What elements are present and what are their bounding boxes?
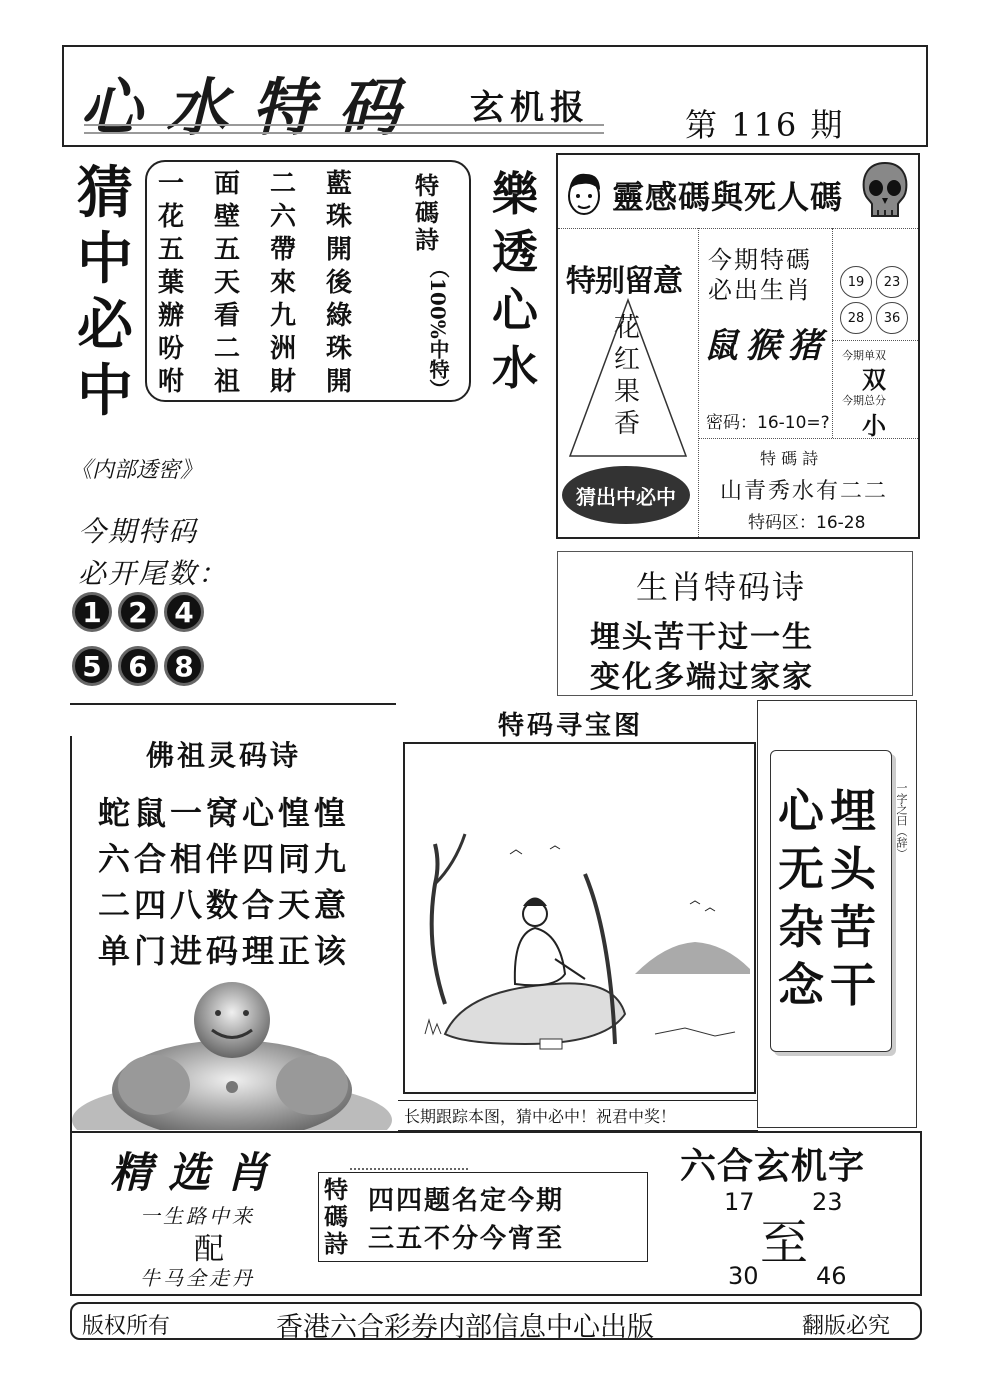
zodiac-poem-line2: 变化多端过家家 [590, 660, 814, 695]
poem-char: 五 [158, 235, 185, 265]
bottom-poem-top-rule [350, 1168, 468, 1170]
poem-char: 六 [270, 202, 297, 232]
flower-lines [610, 312, 644, 440]
treasure-caption-rule [398, 1100, 758, 1101]
zodiac-poem-line1: 埋头苦干过一生 [590, 620, 814, 655]
guess-badge [562, 466, 690, 524]
mystery-title: 六合玄机字 [680, 1146, 866, 1187]
bottom-poem-label-char: 碼 [324, 1202, 348, 1231]
issue-number: 第 116 期 [685, 106, 845, 144]
header-subtitle: 玄机报 [470, 88, 590, 128]
bottom-poem-label [324, 1176, 348, 1257]
zodiac-char: 鼠 [704, 326, 738, 366]
buddha-poem-line: 六合相伴四同九 [98, 840, 351, 878]
riddle-char: 埋 [830, 784, 876, 838]
poem-char: 開 [326, 367, 353, 397]
riddle-char: 念 [778, 958, 824, 1012]
face-icon [562, 168, 606, 224]
bottom-poem-label-char: 詩 [324, 1229, 348, 1258]
riddle-side-note: 一字之曰（辞） [895, 782, 908, 859]
tail-digit-ball: 6 [118, 646, 158, 686]
riddle-char: 心 [778, 784, 824, 838]
footer-left: 版权所有 [82, 1314, 171, 1339]
poem-char: 財 [270, 367, 297, 397]
poem-char: 面 [214, 169, 241, 199]
tail-digit-ball: 1 [72, 592, 112, 632]
poem-char: 珠 [326, 202, 353, 232]
riddle-text [778, 782, 876, 1014]
guess-right-column [484, 165, 546, 397]
riddle-column [778, 782, 824, 1014]
mystery-n4: 46 [816, 1262, 847, 1290]
flower-char: 果 [613, 377, 640, 407]
buddha-poem-line: 单门进码理正该 [98, 932, 351, 970]
riddle-column [830, 782, 876, 1014]
guess-badge-text: 猜出中必中 [576, 484, 676, 509]
poem-char: 洲 [270, 334, 297, 364]
poem-char: 後 [326, 268, 353, 298]
riddle-char: 无 [778, 842, 824, 896]
guess-right-char: 透 [492, 225, 538, 279]
poem-char: 辦 [158, 301, 185, 331]
guess-left-column [70, 160, 140, 424]
buddha-box-top [70, 703, 396, 705]
flower-char: 红 [613, 345, 640, 375]
poem-char: 祖 [214, 367, 241, 397]
buddha-poem-line: 蛇鼠一窝心惶惶 [98, 794, 351, 832]
special-note: 特别留意 [566, 264, 682, 299]
riddle-char: 杂 [778, 900, 824, 954]
this-issue-line1: 今期特碼 [708, 246, 812, 274]
poem-char: 五 [214, 235, 241, 265]
sum-label: 今期总分 [842, 394, 886, 407]
number-ball: 28 [840, 302, 872, 334]
header-underline [84, 124, 604, 134]
zodiac-poem-title: 生肖特码诗 [636, 568, 807, 606]
poem-char: 吩 [158, 334, 185, 364]
poem-column [214, 168, 240, 399]
poem-char: 花 [158, 202, 185, 232]
treasure-title: 特码寻宝图 [498, 711, 644, 741]
tail-digit-ball: 2 [118, 592, 158, 632]
guess-right-char: 水 [492, 341, 538, 395]
mystery-n3: 30 [728, 1262, 759, 1290]
poem-char: 一 [158, 169, 185, 199]
code-line: 密码：16-10=? [706, 413, 830, 433]
spirit-divider-mid [832, 340, 918, 341]
bottom-poem-line2: 三五不分今宵至 [368, 1224, 565, 1254]
zodiac-char: 猴 [746, 326, 780, 366]
treasure-image [405, 744, 754, 1096]
code-range: 特码区：16-28 [748, 513, 866, 533]
poem-column [326, 168, 352, 399]
inner-secret-line2: 必开尾数： [78, 557, 229, 590]
number-ball: 36 [876, 302, 908, 334]
bottom-poem-line1: 四四题名定今期 [368, 1186, 565, 1216]
poem-char: 開 [326, 235, 353, 265]
bottom-left-line1: 一生路中来 [140, 1204, 255, 1228]
number-ball: 19 [840, 266, 872, 298]
footer-center: 香港六合彩券内部信息中心出版 [276, 1312, 654, 1343]
footer-right: 翻版必究 [802, 1314, 891, 1339]
this-issue-line2: 必出生肖 [708, 276, 812, 304]
poem-char: 珠 [326, 334, 353, 364]
tail-digit-ball: 4 [164, 592, 204, 632]
poem-char: 咐 [158, 367, 185, 397]
tail-digit-ball: 8 [164, 646, 204, 686]
tail-digit-row [72, 646, 204, 686]
spirit-divider-vert2 [832, 228, 833, 438]
poem-char: 二 [270, 169, 297, 199]
sum-value: 小 [862, 411, 886, 440]
poem-char: 綠 [326, 301, 353, 331]
poem-column [270, 168, 296, 399]
mystery-n1: 17 [724, 1188, 755, 1216]
poem-grid [158, 168, 352, 399]
poem-grid-label-bottom: （100%中特） [426, 258, 450, 399]
bottom-left-pair: 配 [194, 1232, 224, 1267]
poem-title-small: 特 碼 詩 [760, 449, 819, 468]
guess-left-char: 中 [77, 226, 133, 292]
poem-char: 來 [270, 268, 297, 298]
inner-secret-line1: 今期特码 [78, 515, 199, 548]
zodiac-char: 猪 [788, 326, 822, 366]
spirit-divider-top [558, 228, 918, 229]
buddha-poem-lines [98, 790, 350, 974]
poem-text-small: 山青秀水有二二 [720, 479, 889, 504]
poem-char: 二 [214, 334, 241, 364]
poem-char: 天 [214, 268, 241, 298]
bottom-left-title: 精选肖 [110, 1148, 285, 1197]
bottom-left-line2: 牛马全走丹 [140, 1266, 255, 1290]
poem-column [158, 168, 184, 399]
odd-even-label: 今期单双 [842, 349, 886, 362]
guess-right-char: 樂 [492, 167, 538, 221]
guess-left-char: 猜 [77, 160, 133, 226]
tail-digit-ball: 5 [72, 646, 112, 686]
guess-left-char: 中 [77, 358, 133, 424]
number-ball: 23 [876, 266, 908, 298]
treasure-caption: 长期跟踪本图，猜中必中！祝君中奖！ [404, 1107, 677, 1126]
poem-char: 帶 [270, 235, 297, 265]
poem-char: 九 [270, 301, 297, 331]
spirit-divider-vert1 [698, 228, 699, 537]
spirit-title: 靈感碼與死人碼 [612, 178, 844, 216]
flower-char: 香 [613, 409, 640, 439]
riddle-char: 干 [830, 958, 876, 1012]
riddle-char: 苦 [830, 900, 876, 954]
mystery-n2: 23 [812, 1188, 843, 1216]
inner-secret-title: 《内部透密》 [70, 458, 203, 483]
poem-char: 葉 [158, 268, 185, 298]
flower-char: 花 [613, 313, 640, 343]
poem-char: 藍 [326, 169, 353, 199]
buddha-poem-title: 佛祖灵码诗 [146, 739, 302, 772]
poem-char: 壁 [214, 202, 241, 232]
buddha-poem-line: 二四八数合天意 [98, 886, 351, 924]
skull-icon [858, 160, 912, 226]
tail-digit-row [72, 592, 204, 632]
bottom-poem-label-char: 特 [324, 1175, 348, 1204]
riddle-char: 头 [830, 842, 876, 896]
guess-left-char: 必 [77, 292, 133, 358]
odd-even-value: 双 [862, 365, 886, 394]
buddha-image [72, 975, 394, 1134]
guess-right-char: 心 [492, 283, 538, 337]
header-title: 心水特码 [80, 71, 425, 144]
poem-grid-label-top: 特碼詩 [415, 171, 439, 254]
poem-char: 看 [214, 301, 241, 331]
zodiac-row [704, 318, 822, 367]
mystery-center: 至 [760, 1215, 809, 1271]
